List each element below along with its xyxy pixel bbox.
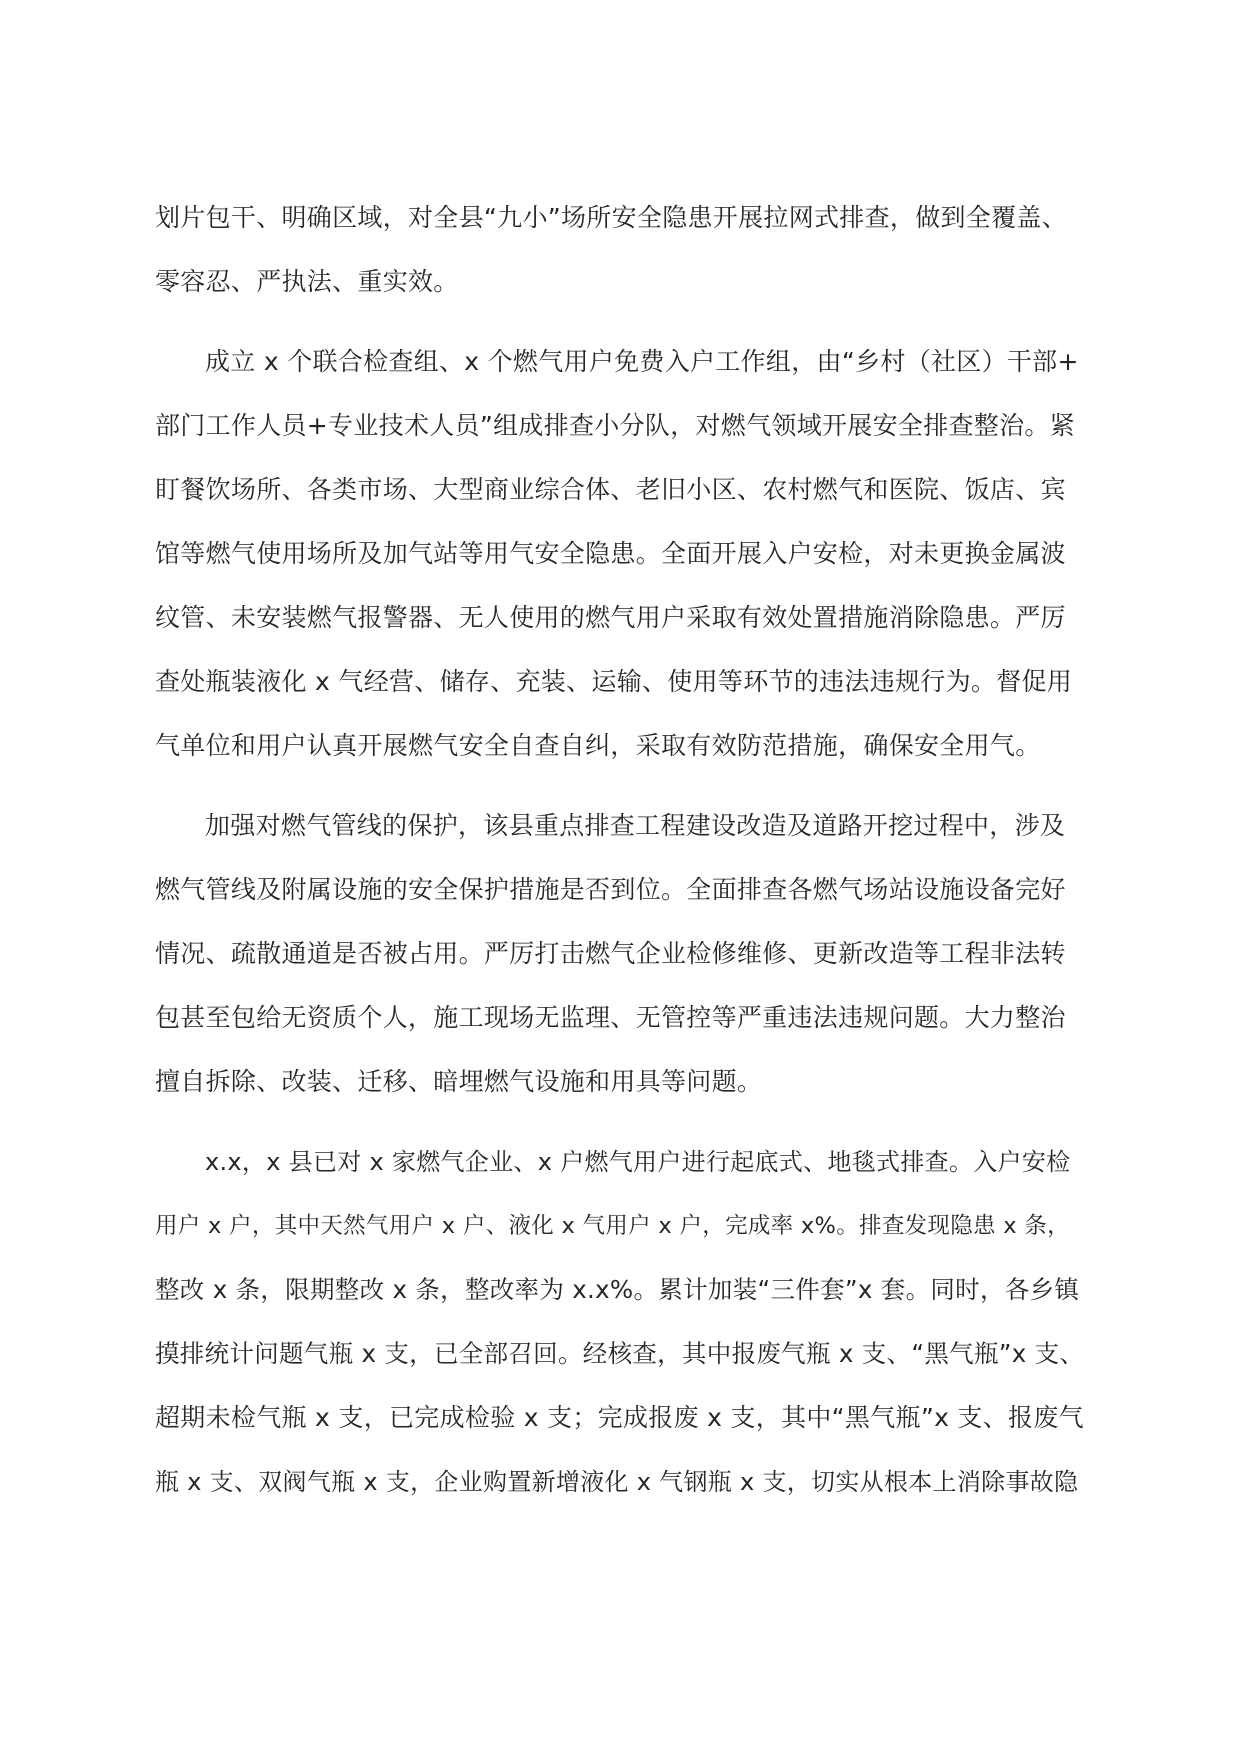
text-line: 燃气管线及附属设施的安全保护措施是否到位。全面排查各燃气场站设施设备完好: [155, 875, 1066, 904]
text-line: 部门工作人员+专业技术人员”组成排查小分队，对燃气领域开展安全排查整治。紧: [155, 411, 1076, 440]
text-line: 瓶 x 支、双阀气瓶 x 支，企业购置新增液化 x 气钢瓶 x 支，切实从根本上消除事故隐: [155, 1468, 1079, 1496]
text-line: 查处瓶装液化 x 气经营、储存、充装、运输、使用等环节的违法违规行为。督促用: [155, 667, 1073, 696]
text-line: 超期未检气瓶 x 支，已完成检验 x 支；完成报废 x 支，其中“黑气瓶”x 支、报废气: [155, 1403, 1084, 1432]
text-line: 用户 x 户，其中天然气用户 x 户、液化 x 气用户 x 户，完成率 x%。排查发现隐患 x 条，: [155, 1213, 1070, 1239]
text-line: 成立 x 个联合检查组、x 个燃气用户免费入户工作组，由“乡村（社区）干部+: [205, 347, 1079, 376]
text-line: 馆等燃气使用场所及加气站等用气安全隐患。全面开展入户安检，对未更换金属波: [155, 539, 1066, 568]
paragraph-3: [155, 794, 1085, 1114]
text-line: 擅自拆除、改装、迁移、暗埋燃气设施和用具等问题。: [155, 1067, 763, 1096]
text-line: x.x，x 县已对 x 家燃气企业、x 户燃气用户进行起底式、地毯式排查。入户安检: [205, 1148, 1071, 1176]
text-line: 纹管、未安装燃气报警器、无人使用的燃气用户采取有效处置措施消除隐患。严厉: [155, 603, 1066, 632]
text-line: 划片包干、明确区域，对全县“九小”场所安全隐患开展拉网式排查，做到全覆盖、: [155, 203, 1068, 232]
text-line: 情况、疏散通道是否被占用。严厉打击燃气企业检修维修、更新改造等工程非法转: [155, 939, 1066, 968]
text-line: 整改 x 条，限期整改 x 条，整改率为 x.x%。累计加装“三件套”x 套。同时，各乡镇: [155, 1275, 1080, 1304]
text-line: 盯餐饮场所、各类市场、大型商业综合体、老旧小区、农村燃气和医院、饭店、宾: [155, 475, 1066, 504]
paragraph-2: [155, 330, 1085, 778]
text-line: 摸排统计问题气瓶 x 支，已全部召回。经核查，其中报废气瓶 x 支、“黑气瓶”x 支、: [155, 1339, 1085, 1368]
text-line: 包甚至包给无资质个人，施工现场无监理、无管控等严重违法违规问题。大力整治: [155, 1003, 1066, 1032]
text-line: 气单位和用户认真开展燃气安全自查自纠，采取有效防范措施，确保安全用气。: [155, 731, 1041, 760]
paragraph-1: [155, 186, 1085, 314]
paragraph-4: [155, 1130, 1085, 1514]
text-line: 加强对燃气管线的保护，该县重点排查工程建设改造及道路开挖过程中，涉及: [205, 811, 1066, 840]
document-body: [155, 186, 1085, 1514]
text-line: 零容忍、严执法、重实效。: [155, 267, 459, 296]
